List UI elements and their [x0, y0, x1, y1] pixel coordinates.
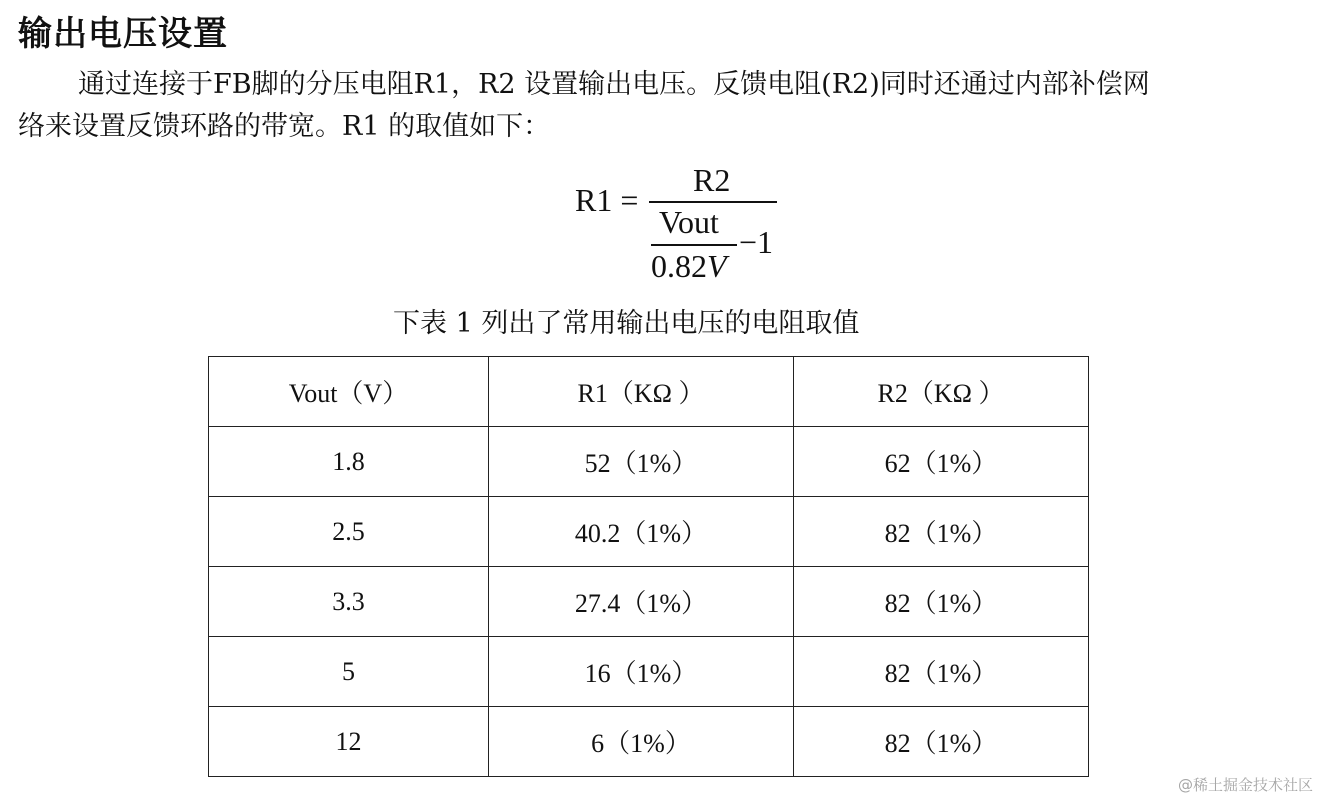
header-r2: R2（KΩ ） — [794, 357, 1089, 427]
section-heading: 输出电压设置 — [18, 14, 228, 54]
cell-r2: 62（1%） — [794, 427, 1089, 497]
formula-inner-denominator — [651, 248, 727, 285]
cell-vout: 12 — [209, 707, 489, 777]
watermark: @稀土掘金技术社区 — [1177, 776, 1313, 794]
table-row — [209, 427, 1089, 497]
formula-inner-numerator: Vout — [659, 204, 719, 240]
table-caption: 下表 1 列出了常用输出电压的电阻取值 — [393, 308, 860, 339]
paragraph-line-2: 络来设置反馈环路的带宽。R1 的取值如下： — [18, 111, 551, 142]
cell-vout: 5 — [209, 637, 489, 707]
cell-vout: 1.8 — [209, 427, 489, 497]
formula-lhs: R1 = — [575, 182, 639, 218]
paragraph-line-1: 通过连接于FB脚的分压电阻R1，R2 设置输出电压。反馈电阻(R2)同时还通过内部补偿网 — [78, 69, 1150, 100]
table-header-row — [209, 357, 1089, 427]
header-vout: Vout（V） — [209, 357, 489, 427]
cell-r1: 40.2（1%） — [489, 497, 794, 567]
cell-r1: 6（1%） — [489, 707, 794, 777]
formula-inner-fraction-bar — [651, 244, 737, 246]
formula-numerator: R2 — [693, 162, 731, 198]
formula-denominator-value: 0.82 — [651, 248, 707, 284]
cell-vout: 2.5 — [209, 497, 489, 567]
table-row — [209, 707, 1089, 777]
resistor-values-table — [208, 356, 1089, 777]
cell-r2: 82（1%） — [794, 567, 1089, 637]
cell-r2: 82（1%） — [794, 497, 1089, 567]
table-row — [209, 637, 1089, 707]
table-row — [209, 497, 1089, 567]
cell-r1: 27.4（1%） — [489, 567, 794, 637]
cell-r1: 16（1%） — [489, 637, 794, 707]
cell-r2: 82（1%） — [794, 637, 1089, 707]
cell-r1: 52（1%） — [489, 427, 794, 497]
header-r1: R1（KΩ ） — [489, 357, 794, 427]
body-paragraph — [18, 64, 1268, 148]
formula-denominator-unit: V — [707, 248, 727, 284]
cell-r2: 82（1%） — [794, 707, 1089, 777]
formula-main-fraction-bar — [649, 201, 777, 203]
formula-minus-one: −1 — [739, 224, 774, 260]
r1-formula — [575, 160, 815, 290]
table-row — [209, 567, 1089, 637]
cell-vout: 3.3 — [209, 567, 489, 637]
